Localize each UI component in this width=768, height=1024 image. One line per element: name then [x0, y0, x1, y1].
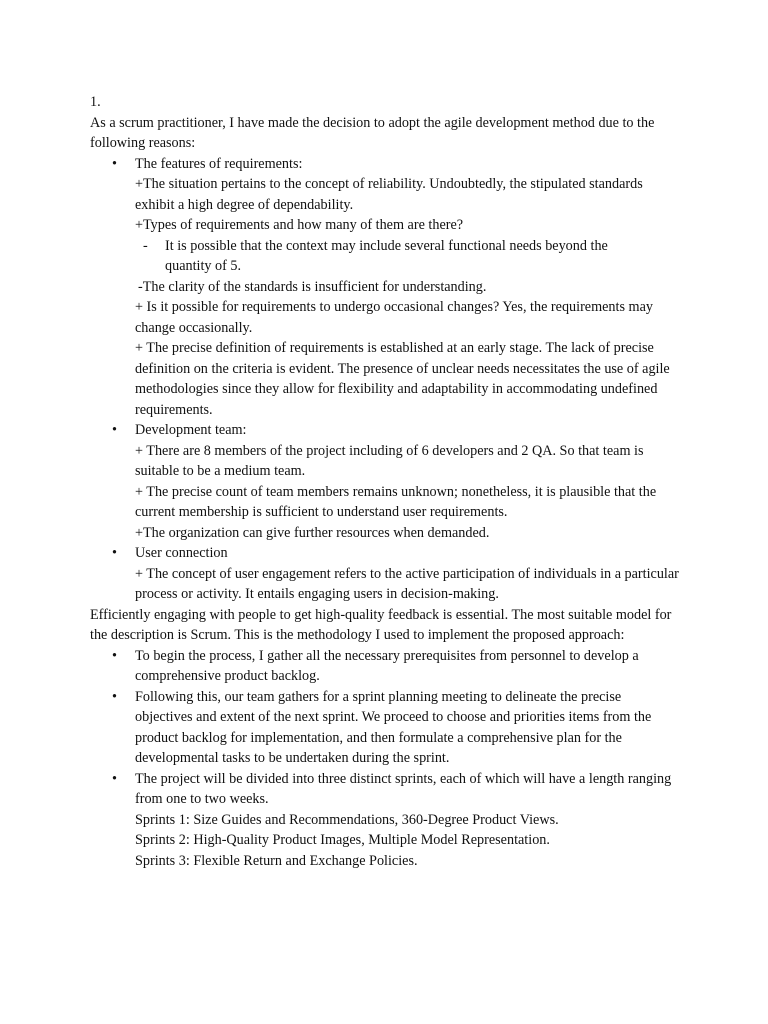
bullet-icon: •	[112, 770, 117, 787]
intro-paragraph: As a scrum practitioner, I have made the decision to adopt the agile development method due to the following reasons:	[90, 114, 655, 151]
team-line: + There are 8 members of the project including of 6 developers and 2 QA. So that team is suitable to be a medium team.	[135, 442, 644, 479]
step-text: The project will be divided into three distinct sprints, each of which will have a length ranging from one to two weeks.	[135, 770, 672, 807]
section-number: 1.	[90, 94, 101, 110]
bullet-heading: The features of requirements:	[135, 155, 303, 172]
dash-item-text: It is possible that the context may include several functional needs beyond the quantity of 5.	[165, 237, 608, 274]
summary-paragraph: Efficiently engaging with people to get high-quality feedback is essential. The most suitable model for the description is Scrum. This is the methodology I used to implement the proposed approach:	[90, 606, 672, 643]
user-line: + The concept of user engagement refers to the active participation of individuals in a particular process or activity. It entails engaging users in decision-making.	[135, 565, 679, 602]
bullet-development-team	[112, 420, 680, 441]
bullet-heading: User connection	[135, 545, 228, 561]
step-text: To begin the process, I gather all the necessary prerequisites from personnel to develop a comprehensive product backlog.	[135, 647, 639, 684]
bullet-requirements	[112, 154, 680, 175]
bullet-icon: •	[112, 647, 117, 664]
requirement-line: + The precise definition of requirements is established at an early stage. The lack of precise definition on the criteria is evident. The presence of unclear needs necessitates the use of agile methodologies since they allow for flexibility and adaptability in accommodating undefined requirements.	[135, 340, 670, 418]
requirement-line: +The situation pertains to the concept of reliability. Undoubtedly, the stipulated standards exhibit a high degree of dependability.	[135, 176, 643, 213]
step-item	[112, 769, 680, 810]
dash-icon: -	[143, 237, 148, 254]
requirement-line: +Types of requirements and how many of them are there?	[135, 217, 464, 233]
bullet-icon: •	[112, 422, 117, 438]
requirement-line: + Is it possible for requirements to undergo occasional changes? Yes, the requirements may change occasionally.	[135, 299, 653, 336]
step-item	[112, 646, 680, 687]
sprint-line: Sprints 3: Flexible Return and Exchange Policies.	[135, 852, 418, 869]
step-text: Following this, our team gathers for a sprint planning meeting to delineate the precise objectives and extent of the next sprint. We proceed to choose and priorities items from the product backlog for implementation, and then formulate a comprehensive plan for the developmental tasks to be undertaken during the sprint.	[135, 688, 652, 766]
document-body	[0, 92, 768, 871]
dash-item	[143, 236, 645, 277]
sprint-line: Sprints 1: Size Guides and Recommendations, 360-Degree Product Views.	[135, 811, 559, 828]
team-line: + The precise count of team members remains unknown; nonetheless, it is plausible that the current membership is sufficient to understand user requirements.	[135, 483, 657, 520]
bullet-icon: •	[112, 545, 117, 561]
step-item	[112, 687, 680, 769]
bullet-user-connection	[112, 543, 680, 564]
bullet-heading: Development team:	[135, 422, 247, 438]
requirement-line: -The clarity of the standards is insufficient for understanding.	[138, 278, 487, 295]
team-line: +The organization can give further resources when demanded.	[135, 524, 490, 541]
bullet-icon: •	[112, 155, 117, 172]
sprint-line: Sprints 2: High-Quality Product Images, Multiple Model Representation.	[135, 832, 550, 848]
bullet-icon: •	[112, 688, 117, 705]
